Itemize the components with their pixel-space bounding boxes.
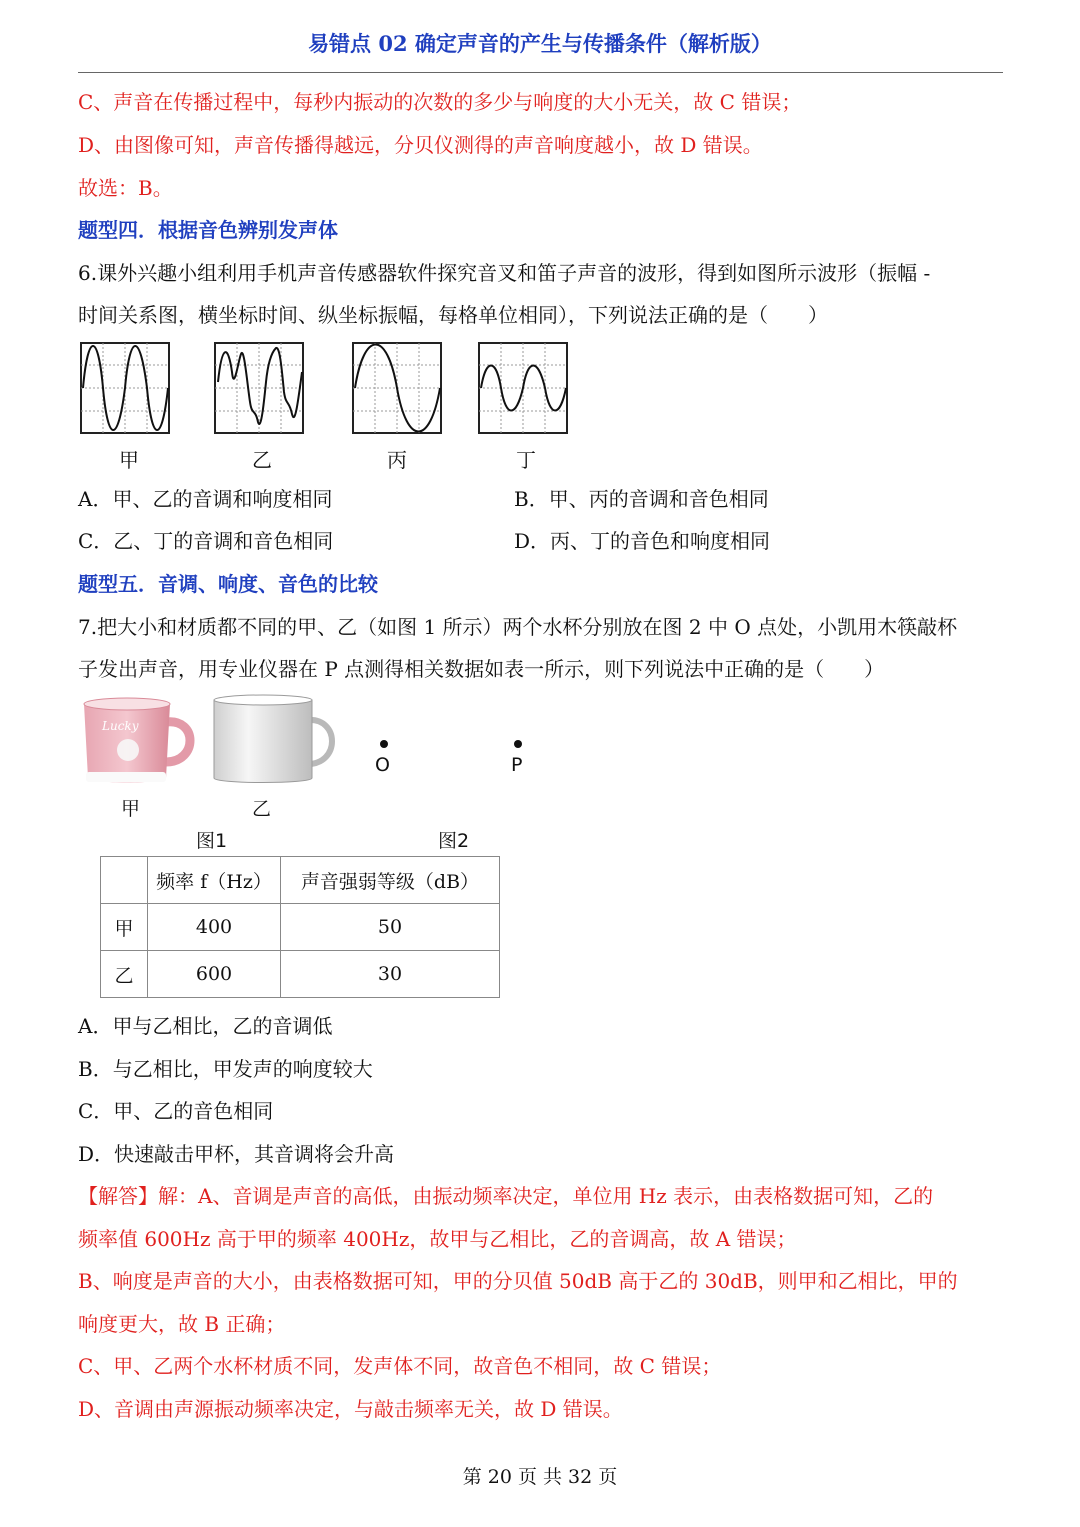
table-row xyxy=(101,904,500,951)
section-heading-5: 题型五．音调、响度、音色的比较 xyxy=(78,572,378,596)
table-row xyxy=(101,951,500,998)
q6-option-b: B．甲、丙的音调和音色相同 xyxy=(514,487,769,511)
table-cell: 600 xyxy=(148,951,281,998)
answer-7-line-4: 响度更大，故 B 正确； xyxy=(78,1312,286,1336)
cup-label-yi: 乙 xyxy=(252,798,272,820)
page-header-title: 易错点 02 确定声音的产生与传播条件（解析版） xyxy=(308,31,772,56)
table-cell: 50 xyxy=(281,904,500,951)
q6-option-d: D．丙、丁的音色和响度相同 xyxy=(514,529,771,553)
q6-option-a: A．甲、乙的音调和响度相同 xyxy=(78,487,333,511)
answer-7-line-1: 【解答】解：A、音调是声音的高低，由振动频率决定，单位用 Hz 表示，由表格数据可知，乙的 xyxy=(78,1184,934,1208)
section-heading-4: 题型四．根据音色辨别发声体 xyxy=(78,218,338,242)
answer-7-line-5: C、甲、乙两个水杯材质不同，发声体不同，故音色不相同，故 C 错误； xyxy=(78,1354,722,1378)
q7-option-b: B．与乙相比，甲发声的响度较大 xyxy=(78,1057,373,1081)
point-p-dot xyxy=(514,740,522,748)
waveform-label-jia: 甲 xyxy=(119,448,139,472)
data-table xyxy=(100,856,500,998)
question-6-line-1: 6.课外兴趣小组利用手机声音传感器软件探究音叉和笛子声音的波形，得到如图所示波形（振幅 - xyxy=(78,261,931,285)
answer-7-line-2: 频率值 600Hz 高于甲的频率 400Hz，故甲与乙相比，乙的音调高，故 A 错误； xyxy=(78,1227,797,1251)
table-cell: 30 xyxy=(281,951,500,998)
waveform-yi xyxy=(214,342,304,434)
cup-label-jia: 甲 xyxy=(121,798,141,820)
answer-line-c: C、声音在传播过程中，每秒内振动的次数的多少与响度的大小无关，故 C 错误； xyxy=(78,90,802,114)
q7-option-d: D．快速敲击甲杯，其音调将会升高 xyxy=(78,1142,395,1166)
page-number: 第 20 页 共 32 页 xyxy=(462,1466,618,1488)
waveform-bing xyxy=(352,342,442,434)
table-header-cell: 频率 f（Hz） xyxy=(148,857,281,904)
table-cell: 甲 xyxy=(101,904,148,951)
waveform-label-ding: 丁 xyxy=(516,448,536,472)
waveform-label-yi: 乙 xyxy=(252,448,272,472)
table-cell: 乙 xyxy=(101,951,148,998)
point-o-dot xyxy=(380,740,388,748)
pink-cup-image xyxy=(80,692,200,788)
question-7-line-2: 子发出声音，用专业仪器在 P 点测得相关数据如表一所示，则下列说法中正确的是（ ） xyxy=(78,657,885,681)
question-7-line-1: 7.把大小和材质都不同的甲、乙（如图 1 所示）两个水杯分别放在图 2 中 O 点处，小凯用木筷敲杯 xyxy=(78,615,958,639)
table-header-cell: 声音强弱等级（dB） xyxy=(281,857,500,904)
q6-option-c: C．乙、丁的音调和音色相同 xyxy=(78,529,334,553)
header-divider xyxy=(78,72,1003,73)
answer-line-d: D、由图像可知，声音传播得越远，分贝仪测得的声音响度越小，故 D 错误。 xyxy=(78,133,763,157)
figure-1-caption: 图1 xyxy=(196,830,228,852)
q7-option-c: C．甲、乙的音色相同 xyxy=(78,1099,274,1123)
answer-choice: 故选：B。 xyxy=(78,176,173,200)
question-6-line-2: 时间关系图，横坐标时间、纵坐标振幅，每格单位相同），下列说法正确的是（ ） xyxy=(78,303,828,327)
point-o-label: O xyxy=(375,754,390,776)
waveform-label-bing: 丙 xyxy=(387,448,407,472)
answer-7-line-3: B、响度是声音的大小，由表格数据可知，甲的分贝值 50dB 高于乙的 30dB，则甲和乙相比，甲的 xyxy=(78,1269,958,1293)
point-p-label: P xyxy=(511,754,523,776)
cup-lucky-text: Lucky xyxy=(102,719,139,733)
waveform-ding xyxy=(478,342,568,434)
q7-option-a: A．甲与乙相比，乙的音调低 xyxy=(78,1014,333,1038)
figure-2-caption: 图2 xyxy=(438,830,470,852)
waveform-jia xyxy=(80,342,170,434)
table-cell: 400 xyxy=(148,904,281,951)
table-header-cell xyxy=(101,857,148,904)
answer-7-line-6: D、音调由声源振动频率决定，与敲击频率无关，故 D 错误。 xyxy=(78,1397,623,1421)
white-cup-image xyxy=(208,692,338,788)
table-header-row xyxy=(101,857,500,904)
